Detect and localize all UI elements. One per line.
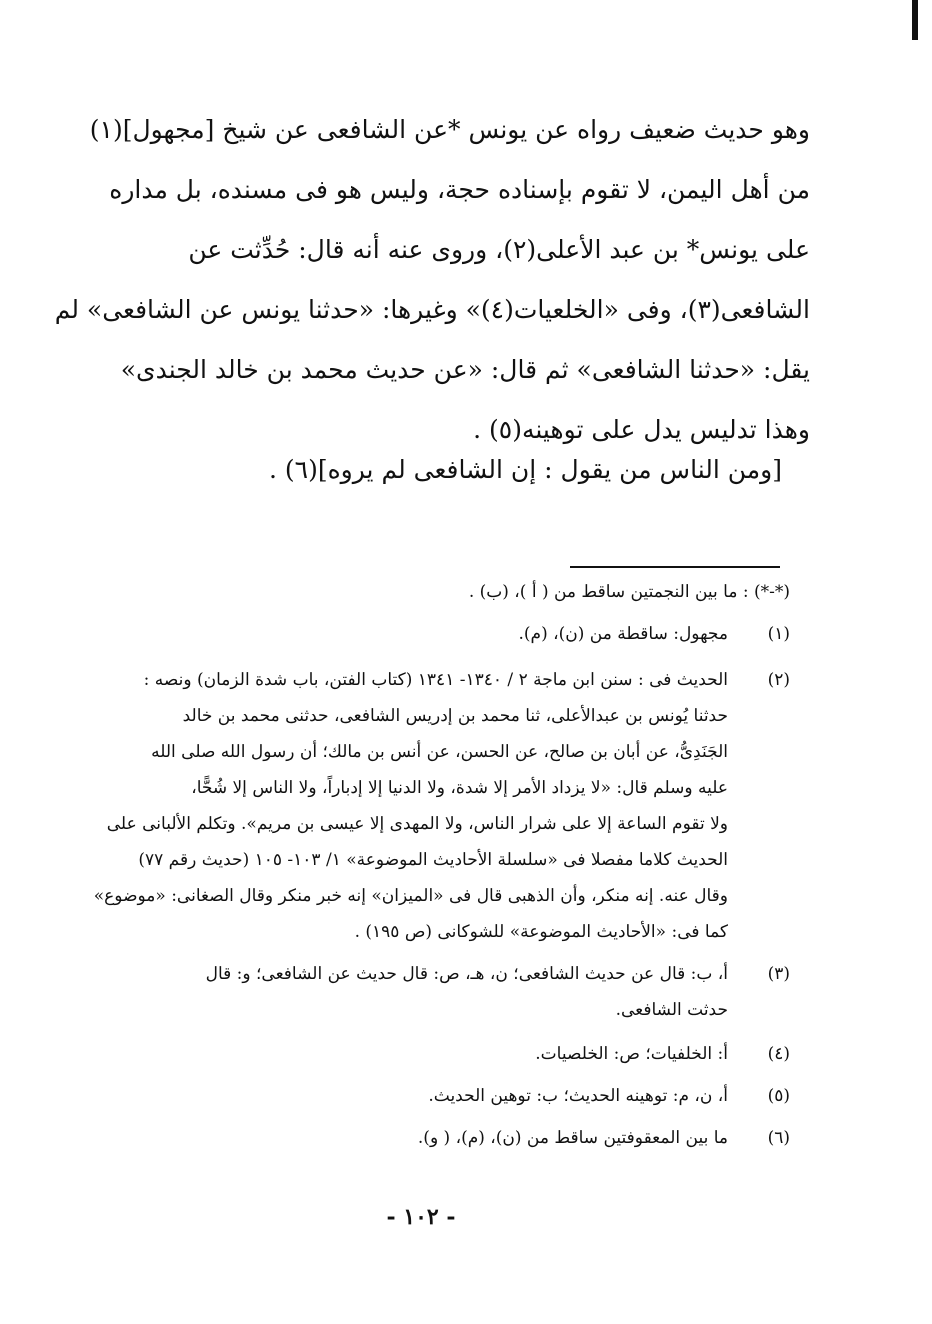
footnote-6: [70, 1120, 790, 1156]
footnote-body: [70, 616, 728, 652]
footnote-number: (٦): [767, 1128, 790, 1148]
footnote-line: حدثت الشافعى.: [615, 1000, 728, 1020]
footnote-body: [70, 1120, 728, 1156]
main-line: يقل: «حدثنا الشافعى» ثم قال: «عن حديث محمد بن خالد الجندى»: [120, 355, 810, 384]
footnote-body: [70, 956, 728, 1028]
main-line: وهذا تدليس يدل على توهينه(٥) .: [473, 415, 810, 444]
footnote-line: مجهول: ساقطة من (ن)، (م).: [518, 624, 728, 644]
scan-edge-mark: [912, 0, 918, 40]
footnotes: [70, 574, 790, 1156]
footnote-line: حدثنا يُونس بن عبدالأعلى، ثنا محمد بن إدريس الشافعى، حدثنى محمد بن خالد: [182, 706, 728, 726]
footnote-body: [70, 1036, 728, 1072]
footnote-body: [70, 574, 790, 610]
footnote-3: [70, 956, 790, 1028]
main-line: من أهل اليمن، لا تقوم بإسناده حجة، وليس هو فى مسنده، بل مداره: [109, 175, 810, 204]
footnote-body: [70, 1078, 728, 1114]
footnote-1: [70, 616, 790, 652]
page-number: - ١٠٢ -: [386, 1204, 456, 1230]
footnote-line: أ، ب: قال عن حديث الشافعى؛ ن، هـ، ص: قال حديث عن الشافعى؛ و: قال: [205, 964, 728, 984]
footnote-2: [70, 662, 790, 950]
footnote-separator: [570, 566, 780, 568]
main-line: على يونس* بن عبد الأعلى(٢)، وروى عنه أنه قال: حُدِّثت عن: [188, 235, 810, 264]
footnote-body: [70, 662, 728, 950]
closing-paragraph: [ومن الناس من يقول : إن الشافعى لم يروه](٦) .: [268, 455, 782, 484]
footnote-line: أ، ن، م: توهينه الحديث؛ ب: توهين الحديث.: [428, 1086, 728, 1106]
footnote-line: عليه وسلم قال: «لا يزداد الأمر إلا شدة، ولا الدنيا إلا إدباراً، ولا الناس إلا شُحًّا،: [191, 778, 728, 798]
footnote-number: (١): [767, 624, 790, 644]
footnote-5: [70, 1078, 790, 1114]
footnote-line: ما بين المعقوفتين ساقط من (ن)، (م)، ( و).: [417, 1128, 728, 1148]
main-line: وهو حديث ضعيف رواه عن يونس *عن الشافعى عن شيخ [مجهول](١): [89, 115, 810, 144]
footnote-line: الجَنَدِىُّ، عن أبان بن صالح، عن الحسن، عن أنس بن مالك؛ أن رسول الله صلى الله: [151, 742, 728, 762]
footnote-4: [70, 1036, 790, 1072]
main-paragraph: [54, 100, 810, 460]
footnote-line: الحديث فى : سنن ابن ماجة ٢ / ١٣٤٠- ١٣٤١ (كتاب الفتن، باب شدة الزمان) ونصه :: [143, 670, 728, 690]
main-line: الشافعى(٣)، وفى «الخلعيات(٤)» وغيرها: «حدثنا يونس عن الشافعى» لم: [54, 295, 810, 324]
footnote-number: (٤): [767, 1044, 790, 1064]
footnote-number: (٣): [767, 964, 790, 984]
footnote-line: (*-*) : ما بين النجمتين ساقط من ( أ )، (ب) .: [468, 582, 790, 602]
footnote-number: (٥): [767, 1086, 790, 1106]
footnote-line: أ: الخلفيات؛ ص: الخلصيات.: [535, 1044, 728, 1064]
footnote-number: (٢): [767, 670, 790, 690]
footnote-line: كما فى: «الأحاديث الموضوعة» للشوكانى (ص ١٩٥) .: [354, 922, 728, 942]
footnote-line: وقال عنه. إنه منكر، وأن الذهبى قال فى «الميزان» إنه خبر منكر وقال الصغانى: «موضوع»: [93, 886, 728, 906]
footnote-star: [70, 574, 790, 610]
footnote-line: الحديث كلاما مفصلا فى «سلسلة الأحاديث الموضوعة» ١/ ١٠٣- ١٠٥ (حديث رقم ٧٧): [138, 850, 728, 870]
footnote-line: ولا تقوم الساعة إلا على شرار الناس، ولا المهدى إلا عيسى بن مريم». وتكلم الألبانى على: [106, 814, 728, 834]
